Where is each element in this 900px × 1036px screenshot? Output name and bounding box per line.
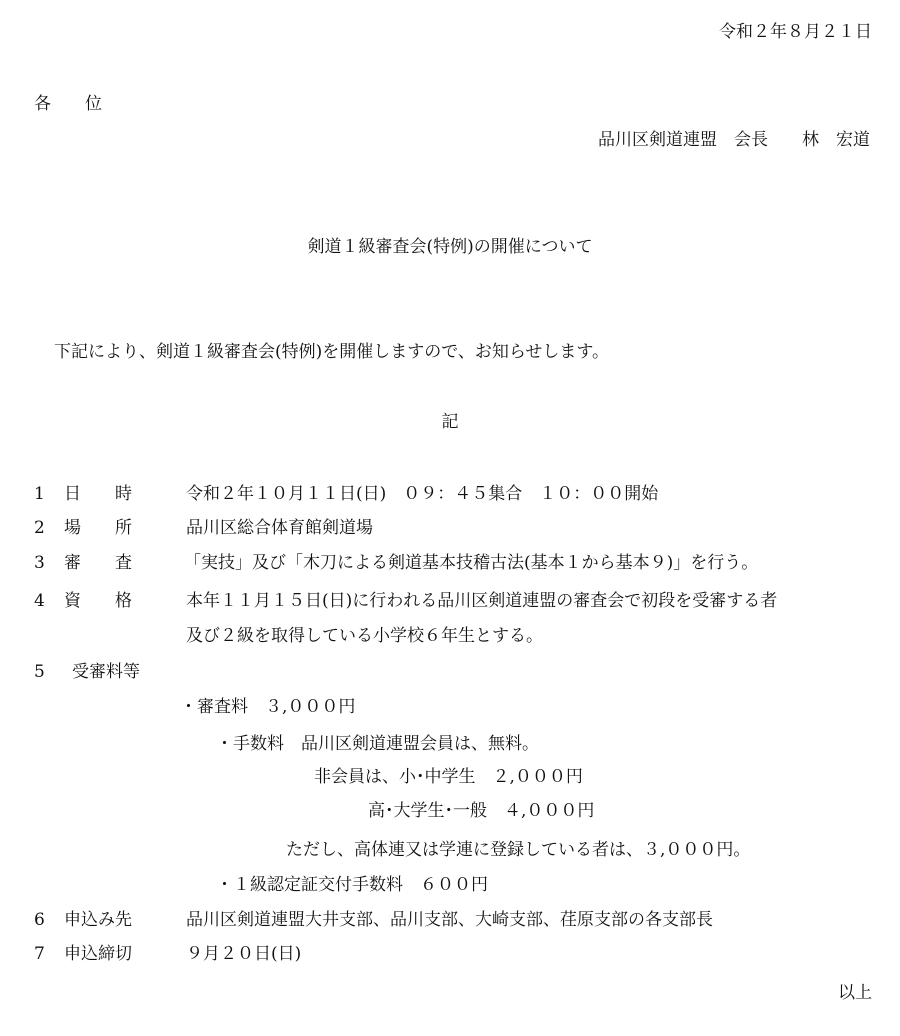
item-number: 1 <box>34 484 45 504</box>
fee-nonmember-high: 高･大学生･一般 ４,０００円 <box>368 801 595 821</box>
item-value: 「実技」及び「木刀による剣道基本技稽古法(基本１から基本９)」を行う。 <box>184 553 759 573</box>
document-title: 剣道１級審査会(特例)の開催について <box>307 237 593 257</box>
item-value: ９月２０日(日) <box>186 944 302 964</box>
addressee: 各 位 <box>34 94 102 114</box>
item-label: 受審料等 <box>72 662 140 682</box>
fee-handling: ・手数料 品川区剣道連盟会員は、無料。 <box>216 734 539 754</box>
item-label: 申込締切 <box>64 944 132 964</box>
item-label: 日 時 <box>64 484 132 504</box>
intro-paragraph: 下記により、剣道１級審査会(特例)を開催しますので、お知らせします。 <box>54 342 610 362</box>
item-number: 2 <box>34 518 45 538</box>
item-number: 5 <box>34 662 45 682</box>
item-value: 令和２年１０月１１日(日) ０９：４５集合 １０：００開始 <box>186 484 659 504</box>
fee-certificate: ・１級認定証交付手数料 ６００円 <box>216 875 488 895</box>
item-value: 本年１１月１５日(日)に行われる品川区剣道連盟の審査会で初段を受審する者 <box>186 591 778 611</box>
item-value: 品川区総合体育館剣道場 <box>186 518 373 538</box>
fee-note: ただし、高体連又は学連に登録している者は、３,０００円。 <box>286 840 751 860</box>
item-label: 場 所 <box>64 518 132 538</box>
item-number: 4 <box>34 591 45 611</box>
item-value-continued: 及び２級を取得している小学校６年生とする。 <box>186 626 543 646</box>
sender: 品川区剣道連盟 会長 林 宏道 <box>598 130 870 150</box>
item-value: 品川区剣道連盟大井支部、品川支部、大崎支部、荏原支部の各支部長 <box>186 910 713 930</box>
item-number: 7 <box>34 944 45 964</box>
item-label: 審 査 <box>64 553 132 573</box>
closing-mark: 以上 <box>838 983 872 1003</box>
item-number: 3 <box>34 553 45 573</box>
fee-exam: ・審査料 ３,０００円 <box>180 697 356 717</box>
document-date: 令和２年８月２１日 <box>719 22 872 42</box>
item-label: 申込み先 <box>64 910 132 930</box>
item-number: 6 <box>34 910 45 930</box>
fee-nonmember-elementary: 非会員は、小･中学生 ２,０００円 <box>314 767 583 787</box>
ki-mark: 記 <box>441 412 459 432</box>
item-label: 資 格 <box>64 591 132 611</box>
